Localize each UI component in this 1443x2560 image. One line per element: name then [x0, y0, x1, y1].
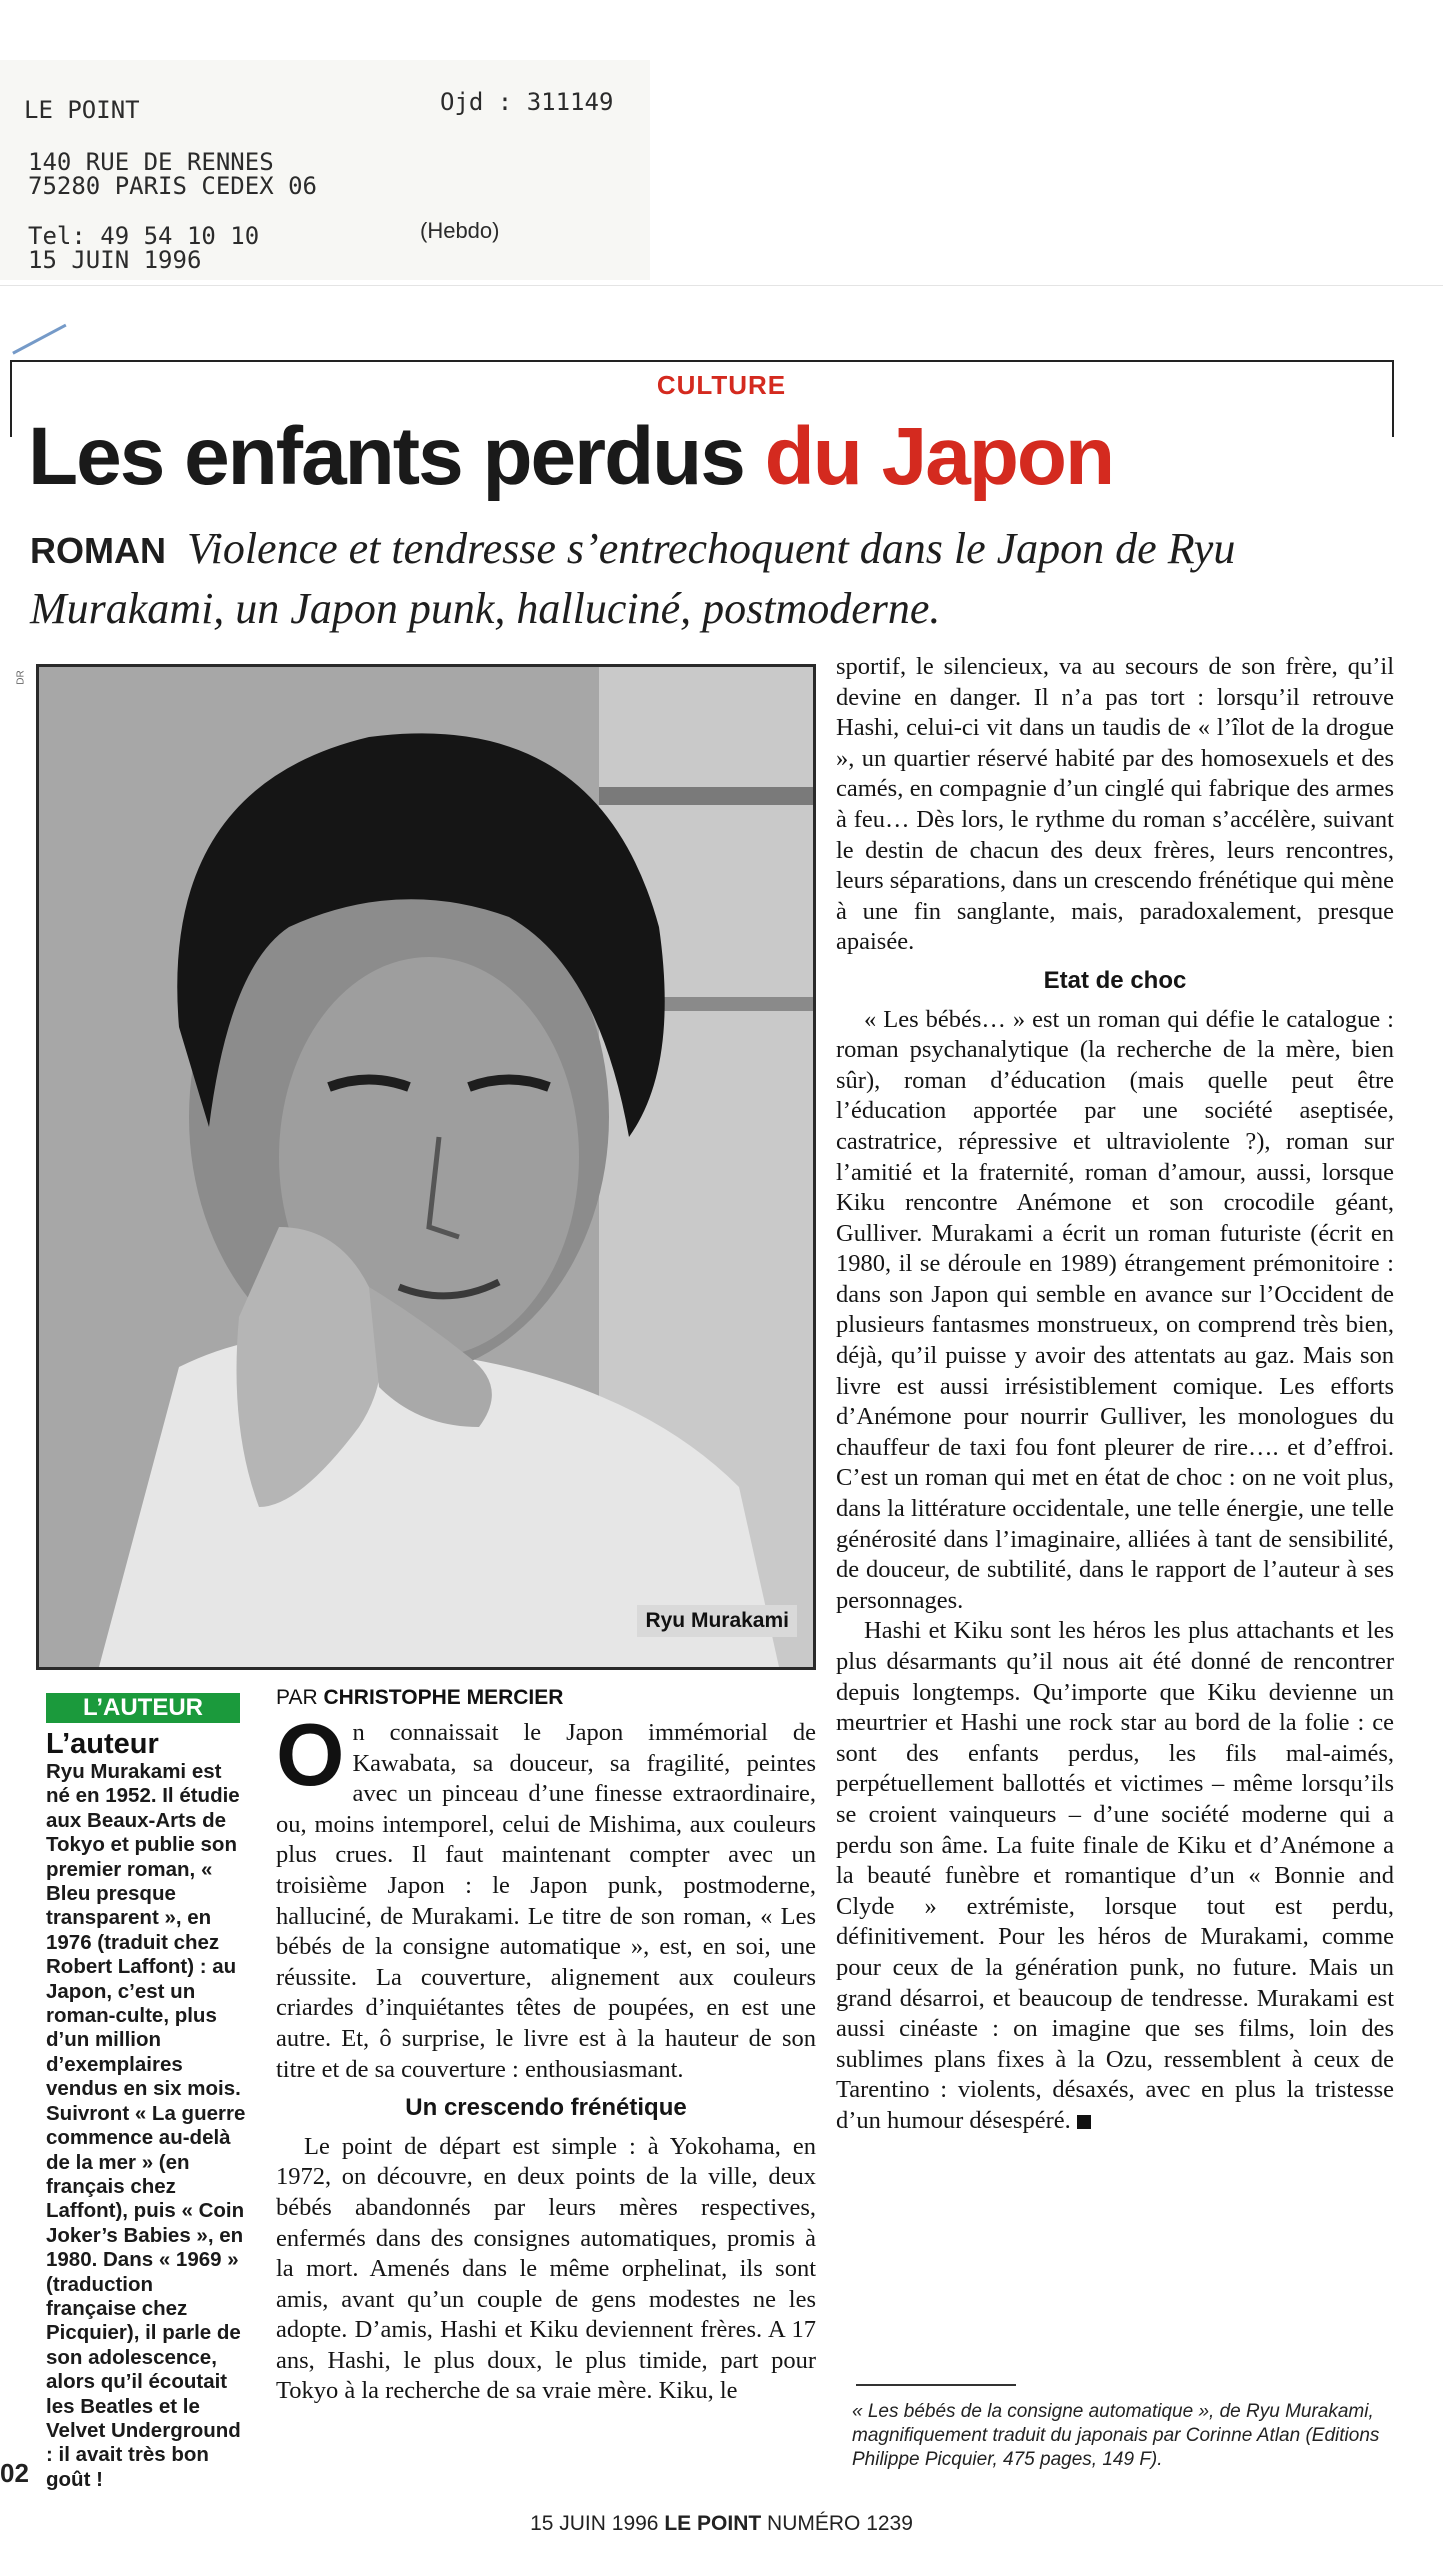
sidebar-label: L’AUTEUR	[46, 1693, 240, 1723]
sidebar-text: Ryu Murakami est né en 1952. Il étudie aux Beaux-Arts de Tokyo et publie son premier roman, « Bleu presque transparent », en 1976 (traduit chez Robert Laffont) : au Japon, c’est un roman-culte, plus d’un million d’exemplaires vendus en six mois. Suivront « La guerre commence au-delà de la mer » (en français chez Laffont), puis « Coin Joker’s Babies », en 1980. Dans « 1969 » (traduction française chez Picquier), il parle de son adolescence, alors qu’il écoutait les Beatles et le Velvet Underground : il avait très bon goût !	[46, 1760, 246, 2491]
paragraph-intro	[276, 1705, 816, 2085]
stamp-date: 15 JUIN 1996	[28, 246, 202, 274]
footer-issue: NUMÉRO 1239	[767, 2512, 913, 2535]
deck-text: Violence et tendresse s’entrechoquent dans le Japon de Ryu Murakami, un Japon punk, halluciné, postmoderne.	[30, 524, 1236, 633]
paragraph-heroes	[836, 1616, 1394, 2136]
subhead-etat-de-choc: Etat de choc	[1043, 966, 1187, 994]
paragraph-plot: Le point de départ est simple : à Yokohama, en 1972, on découvre, en deux points de la ville, deux bébés abandonnés par leurs mères respectives, enfermés dans des consignes automatiques, promis à la mort. Amenés dans le même orphelinat, ils sont amis, avant qu’un couple de gens modestes ne les adopte. D’amis, Hashi et Kiku deviennent frères. A 17 ans, Hashi, le plus doux, le plus timide, part pour Tokyo à la recherche de sa vraie mère. Kiku, le	[276, 2132, 816, 2405]
drop-cap: O	[276, 1705, 345, 1804]
scan-edge	[0, 285, 1443, 286]
section-rubric: CULTURE	[656, 370, 787, 400]
headline-red-part: du Japon	[764, 411, 1114, 502]
article-headline	[28, 410, 1113, 504]
paragraph-continuation: sportif, le silencieux, va au secours de son frère, qu’il devine en danger. Il n’a pas tort : lorsqu’il retrouve Hashi, celui-ci vit dans un taudis de « l’îlot de la drogue », un quartier réservé habité par des homosexuels et des camés, en compagnie d’un cinglé qui fabrique des armes à feu… Dès lors, le rythme du roman s’accélère, suivant le destin de chacun des deux frères, leurs rencontres, leurs séparations, dans un crescendo frénétique qui mène à une fin sanglante, mais, paradoxalement, presque apaisée.	[836, 653, 1394, 956]
byline-author: CHRISTOPHE MERCIER	[323, 1686, 564, 1709]
subhead-crescendo: Un crescendo frénétique	[405, 2094, 687, 2122]
sidebar-title: L’auteur	[46, 1728, 159, 1760]
photo-caption: Ryu Murakami	[637, 1605, 797, 1637]
page-number: 02	[0, 2458, 29, 2488]
stamp-address-line-1: 140 RUE DE RENNES	[28, 148, 274, 176]
footer-date: 15 JUIN 1996	[530, 2512, 659, 2535]
headline-black-part: Les enfants perdus	[28, 411, 744, 502]
byline-prefix: PAR	[276, 1686, 318, 1709]
photo-credit: DR	[15, 670, 27, 685]
stamp-address-line-2: 75280 PARIS CEDEX 06	[28, 172, 317, 200]
end-mark	[1077, 2115, 1091, 2129]
page-footer	[0, 2512, 1443, 2536]
article-deck	[30, 520, 1390, 638]
article-column-2	[836, 652, 1394, 2137]
footer-publication: LE POINT	[664, 2512, 762, 2535]
article-column-1	[276, 1705, 816, 2407]
stamp-publication: LE POINT	[24, 96, 140, 124]
stamp-telephone: Tel: 49 54 10 10	[28, 222, 260, 250]
paragraph-catalogue: « Les bébés… » est un roman qui défie le catalogue : roman psychanalytique (la recherche de la mère, bien sûr), roman d’éducation (mais quelle peut être l’éducation apportée par une société aseptisée, castratrice, répressive et ultraviolente ?), roman sur l’amitié et la fraternité, roman d’amour, aussi, lorsque Kiku rencontre Anémone et son crocodile géant, Gulliver. Murakami a écrit un roman futuriste (écrit en 1980, il se déroule en 1989) étrangement prémonitoire : dans son Japon qui semble en avance sur l’Occident de plusieurs fantasmes monstrueux, on comprend très bien, déjà, qu’il puisse y avoir des attentats au gaz. Mais son livre est aussi irrésistiblement comique. Les efforts d’Anémone pour nourrir Gulliver, les monologues du chauffeur de taxi fou font pleurer de rire…. et d’effroi. C’est un roman qui met en état de choc : on ne voit plus, dans la littérature occidentale, une telle énergie, une telle générosité dans l’imaginaire, alliées à tant de sensibilité, de douceur, de subtilité, dans le rapport de l’auteur à ses personnages.	[836, 1005, 1394, 1614]
credit-divider	[856, 2384, 1016, 2386]
press-clipping-stamp	[0, 60, 650, 280]
paragraph-intro-text: n connaissait le Japon immémorial de Kawabata, sa douceur, sa fragilité, peintes avec un pinceau d’une finesse extraordinaire, ou, moins intemporel, celui de Mishima, aux couleurs plus crues. Il faut maintenant compter avec un troisième Japon : le Japon punk, postmoderne, halluciné, de Murakami. Le titre de son roman, « Les bébés de la consigne automatique », est, en soi, une réussite. La couverture, alignement aux couleurs criardes d’inquiétantes têtes de poupées, en est une autre. Et, ô surprise, le livre est à la hauteur de son titre et de sa couverture : enthousiasmant.	[276, 1719, 816, 2083]
deck-kicker: ROMAN	[30, 530, 166, 571]
pen-mark	[0, 288, 67, 354]
portrait-illustration	[39, 667, 813, 1667]
stamp-ojd: Ojd : 311149	[440, 88, 614, 116]
paragraph-heroes-text: Hashi et Kiku sont les héros les plus attachants et les plus désarmants qu’il nous ait été donné de rencontrer depuis longtemps. Qu’importe que Kiku devienne un meurtrier et Hashi une rock star au bord de la folie : ce sont des enfants perdus, les fils mal-aimés, perpétuellement ballottés et victimes – même lorsqu’ils se croient vainqueurs – d’une société moderne qui a perdu son âme. La fuite finale de Kiku et d’Anémone a la beauté funèbre et romantique d’un « Bonnie and Clyde » extrémiste, lorsque tout est perdu, définitivement. Pour les héros de Murakami, comme pour ceux de la génération punk, no future. Mais un grand désarroi, et beaucoup de tendresse. Murakami est aussi cinéaste : on imagine que ses films, loin des sublimes plans fixes à la Ozu, ressemblent à ceux de Tarentino : violents, désaxés, avec en plus la tristesse d’un humour désespéré.	[836, 1617, 1394, 2134]
book-credit: « Les bébés de la consigne automatique », de Ryu Murakami, magnifiquement traduit du japonais par Corinne Atlan (Editions Philippe Picquier, 475 pages, 149 F).	[852, 2401, 1380, 2470]
stamp-frequency: (Hebdo)	[420, 218, 500, 243]
author-photo	[36, 664, 816, 1670]
